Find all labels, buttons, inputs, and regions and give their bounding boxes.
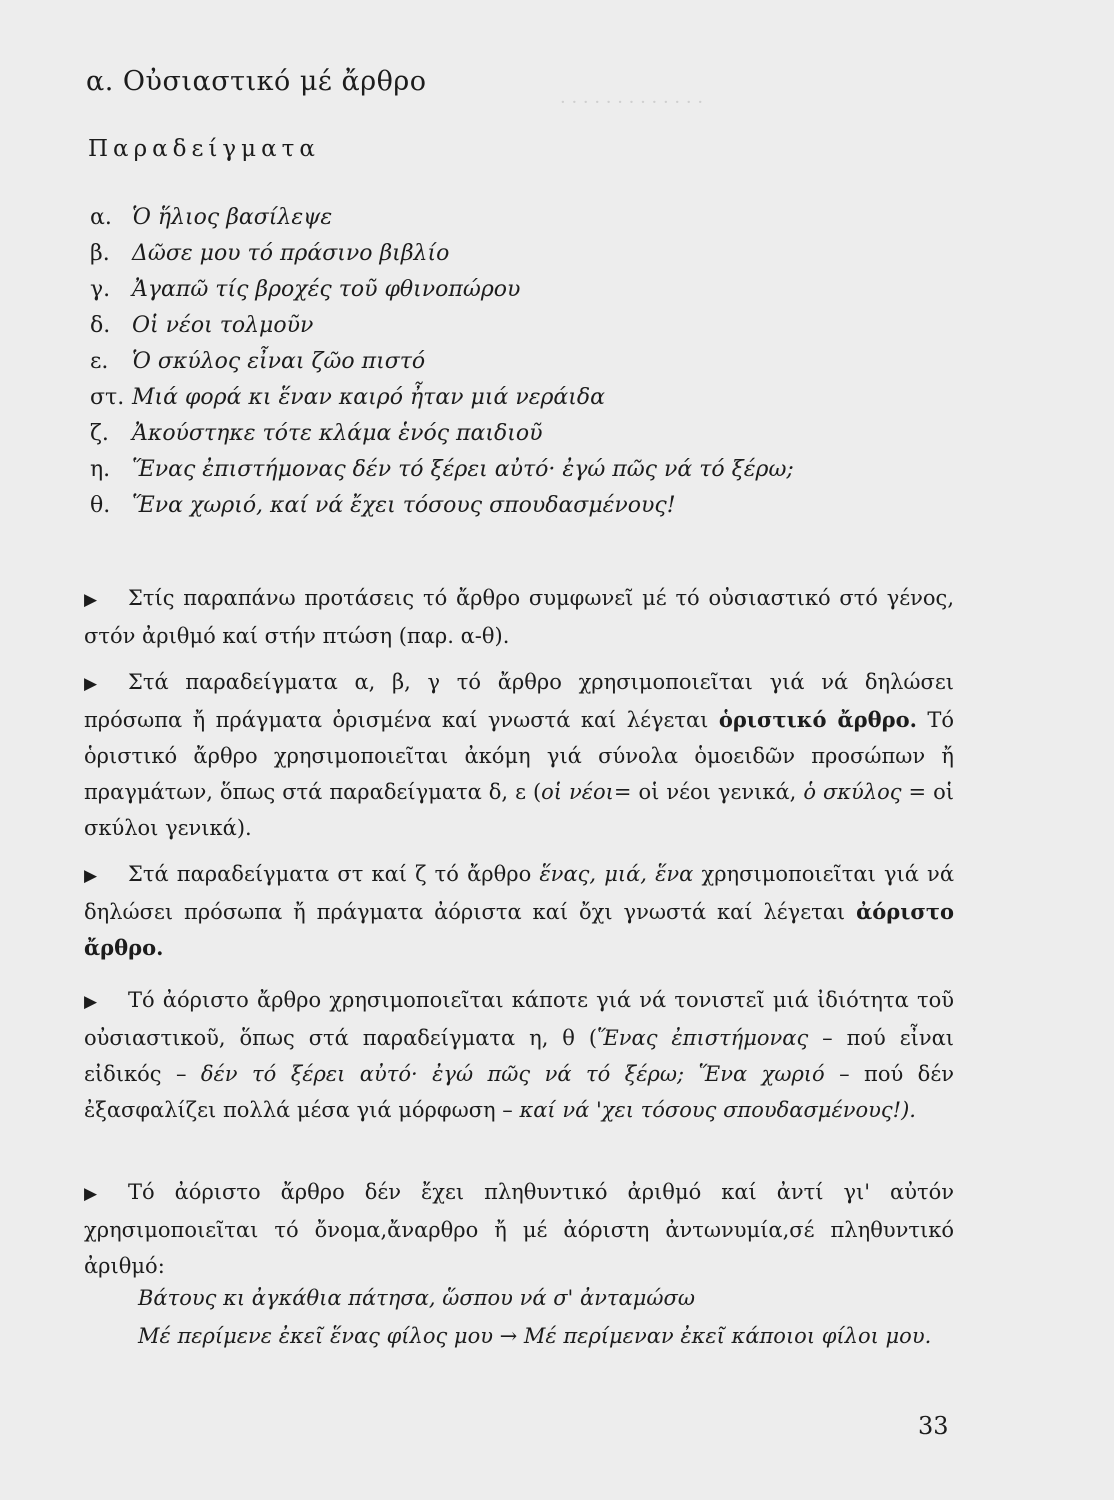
example-label: ε. <box>90 349 109 374</box>
example-text: Ἀκούστηκε τότε κλάμα ἑνός παιδιοῦ <box>132 421 543 446</box>
note-paragraph-1 <box>84 580 954 654</box>
example-text: Ἕνας ἐπιστήμονας δέν τό ξέρει αὐτό· ἐγώ πῶς νά τό ξέρω; <box>132 457 794 482</box>
note-paragraph-2 <box>84 664 954 846</box>
note-text: Τό ὁριστικό ἄρθρο χρησιμοποιεῖται ἀκόμη γιά σύνολα ὁμοειδῶν προσώπων ἤ πραγμάτων, ὅπως στά παραδείγματα δ, ε ( <box>84 708 954 804</box>
note-text: Τό ἀόριστο ἄρθρο δέν ἔχει πληθυντικό ἀριθμό καί ἀντί γι' αὐτόν χρησιμοποιεῖται τό ὄνομα,ἄναρθρο ἤ μέ ἀόριστη ἀντωνυμία,σέ πληθυντικό ἀριθμό: <box>84 1180 954 1278</box>
note-paragraph-4 <box>84 982 954 1128</box>
example-text: Δῶσε μου τό πράσινο βιβλίο <box>132 241 450 266</box>
note-text: Στίς παραπάνω προτάσεις τό ἄρθρο συμφωνεῖ μέ τό οὐσιαστικό στό γένος, στόν ἀριθμό καί στήν πτώση (παρ. α-θ). <box>84 586 954 648</box>
term-indefinite-article: ἀόριστο ἄρθρο. <box>84 899 954 960</box>
note-text: = οἱ νέοι γενικά, <box>613 780 797 804</box>
example-item <box>90 272 990 308</box>
example-label: δ. <box>90 313 111 338</box>
bullet-triangle-icon: ▶ <box>84 866 98 886</box>
note-italic: δέν τό ξέρει αὐτό· ἐγώ πῶς νά τό ξέρω; Ἕνα χωριό <box>200 1062 825 1086</box>
example-label: γ. <box>90 277 111 302</box>
example-item <box>90 488 990 524</box>
quote-example-2: Μέ περίμενε ἐκεῖ ἕνας φίλος μου → Μέ περίμεναν ἐκεῖ κάποιοι φίλοι μου. <box>138 1324 932 1348</box>
example-text: Ἀγαπῶ τίς βροχές τοῦ φθινοπώρου <box>132 277 521 302</box>
note-italic: Ἕνας ἐπιστήμονας <box>597 1026 809 1050</box>
example-label: η. <box>90 457 111 482</box>
example-item <box>90 200 990 236</box>
quote-example-1: Βάτους κι ἀγκάθια πάτησα, ὥσπου νά σ' ἀνταμώσω <box>138 1286 695 1310</box>
example-text: Μιά φορά κι ἕναν καιρό ἦταν μιά νεράιδα <box>132 385 606 410</box>
example-text: Ἕνα χωριό, καί νά ἔχει τόσους σπουδασμένους! <box>132 493 676 518</box>
example-item <box>90 344 990 380</box>
note-italic: ἕνας, μιά, ἕνα <box>539 862 694 886</box>
note-italic: καί νά 'χει τόσους σπουδασμένους!). <box>519 1098 916 1122</box>
example-label: στ. <box>90 385 125 410</box>
note-text: Στά παραδείγματα α, β, γ τό ἄρθρο χρησιμοποιεῖται γιά νά δηλώσει πρόσωπα ἤ πράγματα ὁρισμένα καί γνωστά καί λέγεται <box>84 670 954 732</box>
page-number: 33 <box>918 1412 949 1440</box>
example-label: θ. <box>90 493 111 518</box>
note-text: χρησιμοποιεῖται γιά νά δηλώσει πρόσωπα ἤ πράγματα ἀόριστα καί ὄχι γνωστά καί λέγεται <box>84 862 955 924</box>
example-text: Οἱ νέοι τολμοῦν <box>132 313 314 338</box>
note-italic: οἱ νέοι <box>541 780 614 804</box>
note-text: Τό ἀόριστο ἄρθρο χρησιμοποιεῖται κάποτε γιά νά τονιστεῖ μιά ἰδιότητα τοῦ οὐσιαστικοῦ, ὅπως στά παραδείγματα η, θ ( <box>84 988 954 1050</box>
bullet-triangle-icon: ▶ <box>84 992 98 1012</box>
example-item <box>90 236 990 272</box>
bleed-through-decoration: · · · · · · · · · · · · · <box>560 92 704 113</box>
note-paragraph-5 <box>84 1174 954 1284</box>
section-title: α. Οὐσιαστικό μέ ἄρθρο <box>86 66 427 97</box>
note-text: – πού δέν ἐξασφαλίζει πολλά μέσα γιά μόρφωση – <box>84 1062 954 1122</box>
example-label: ζ. <box>90 421 109 446</box>
bullet-triangle-icon: ▶ <box>84 1184 98 1204</box>
example-item <box>90 416 990 452</box>
example-item <box>90 452 990 488</box>
note-text: – πού εἶναι εἰδικός – <box>84 1026 955 1086</box>
example-text: Ὁ ἥλιος βασίλεψε <box>132 205 333 230</box>
example-item <box>90 380 990 416</box>
bullet-triangle-icon: ▶ <box>84 674 98 694</box>
note-paragraph-3 <box>84 856 954 966</box>
note-italic: ὁ σκύλος <box>803 780 902 804</box>
note-text: = οἱ σκύλοι γενικά). <box>84 780 955 840</box>
examples-heading: Παραδείγματα <box>88 136 320 162</box>
bullet-triangle-icon: ▶ <box>84 590 98 610</box>
example-text: Ὁ σκύλος εἶναι ζῶο πιστό <box>132 349 426 374</box>
example-item <box>90 308 990 344</box>
example-label: β. <box>90 241 110 266</box>
examples-list <box>90 200 990 524</box>
note-text: Στά παραδείγματα στ καί ζ τό ἄρθρο <box>128 862 532 886</box>
term-definite-article: ὁριστικό ἄρθρο. <box>718 707 917 732</box>
example-label: α. <box>90 205 112 230</box>
